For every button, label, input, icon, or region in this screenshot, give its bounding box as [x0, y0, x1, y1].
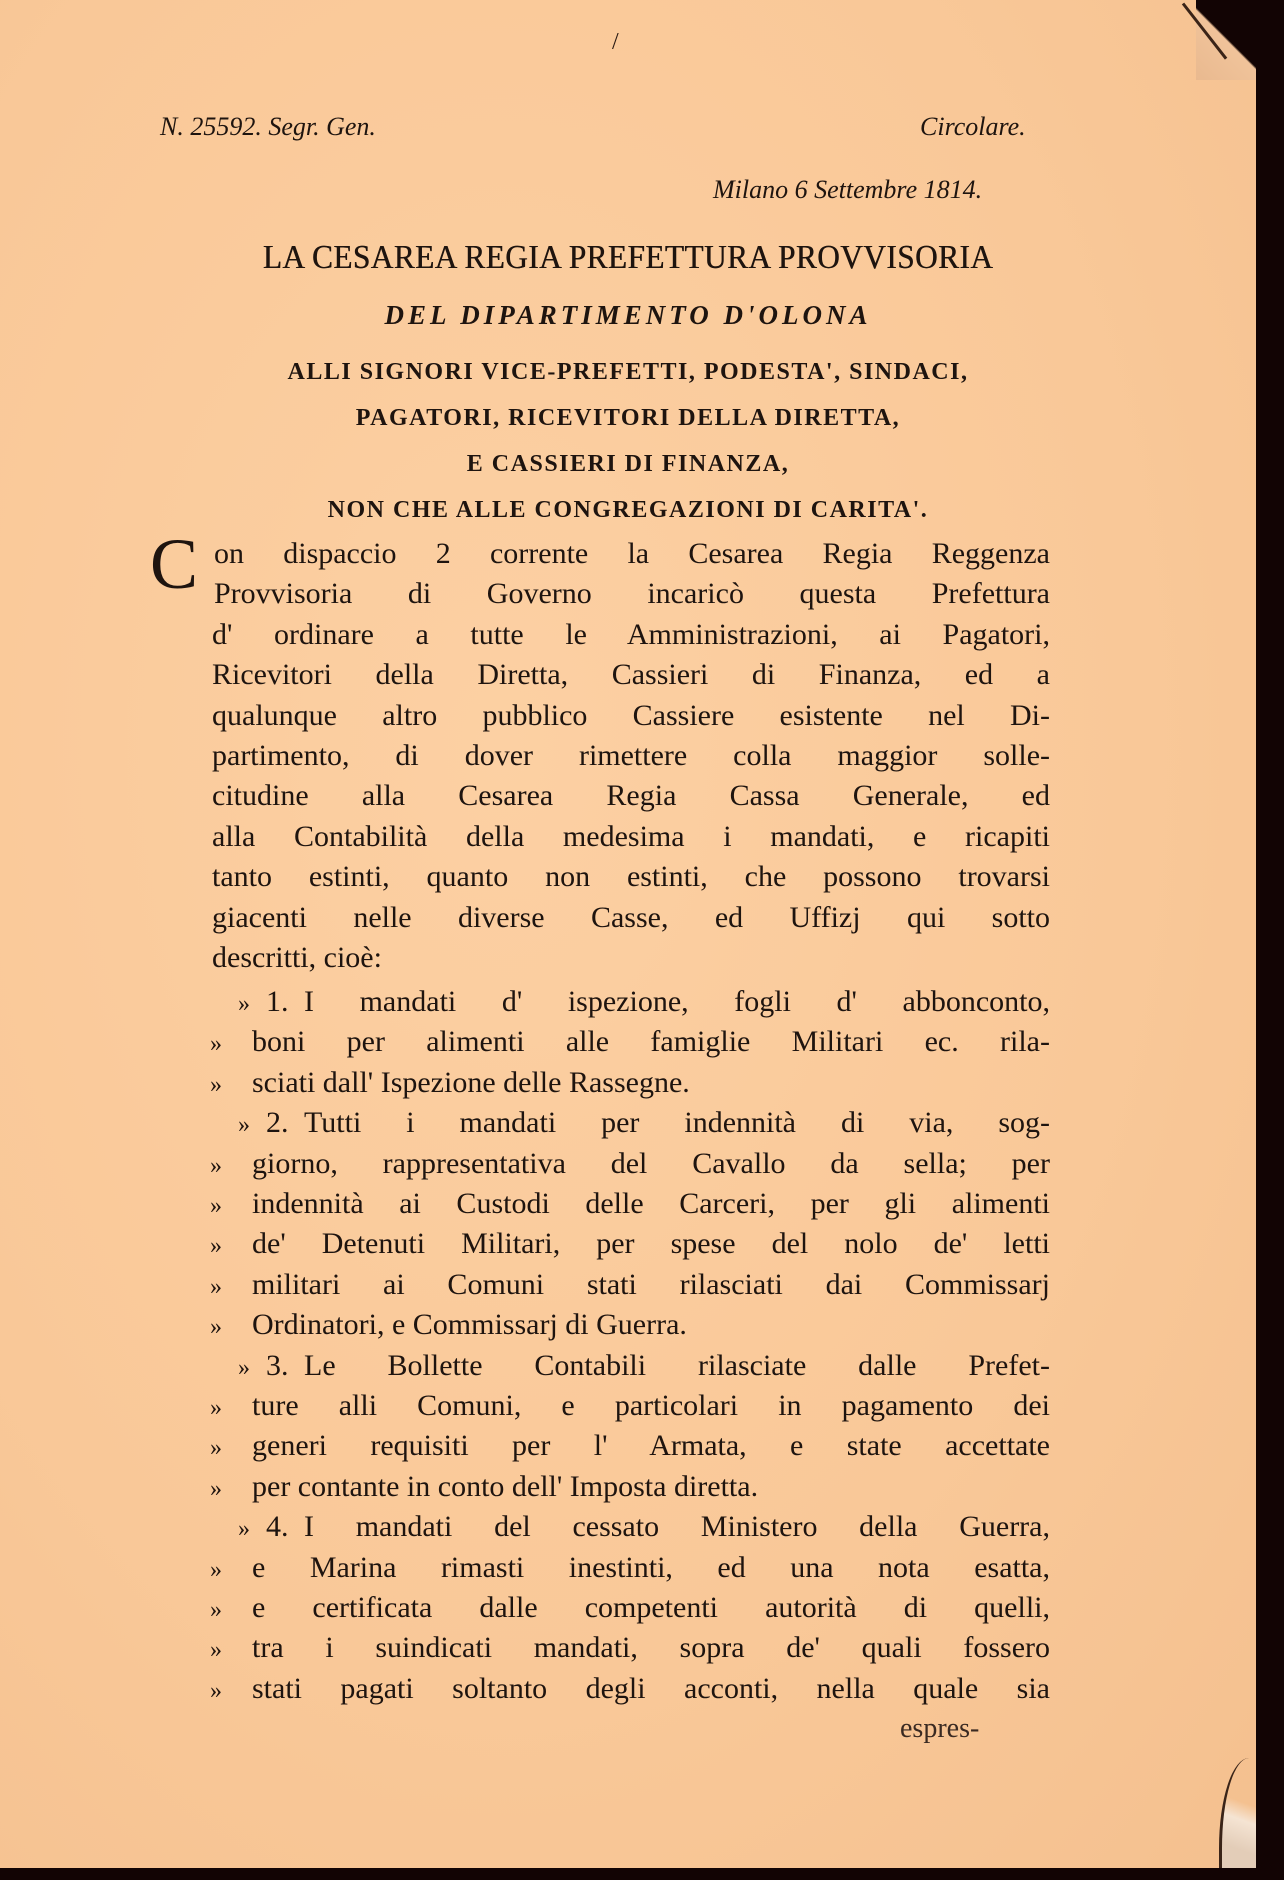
item-number: 1. — [266, 985, 289, 1018]
quote-mark: » — [210, 1071, 222, 1098]
item-line-text: Tutti i mandati per indennità di via, sog- — [304, 1106, 1050, 1140]
drop-cap: C — [150, 524, 199, 604]
body-line-text: Provvisoria di Governo incaricò questa Prefettura — [214, 577, 1050, 611]
item-line — [0, 1268, 1256, 1302]
body-line-text: tanto estinti, quanto non estinti, che possono trovarsi — [212, 860, 1050, 894]
item-line-text: per contante in conto dell' Imposta diretta. — [252, 1469, 759, 1503]
place-date: Milano 6 Settembre 1814. — [713, 175, 983, 204]
body-line — [212, 618, 1050, 652]
quote-mark: » — [210, 1031, 222, 1058]
item-line-text: e certificata dalle competenti autorità di quelli, — [252, 1591, 1050, 1624]
item-line-text: generi requisiti per l' Armata, e state accettate — [252, 1429, 1050, 1463]
quote-mark: » — [210, 1152, 222, 1179]
item-line — [0, 1429, 1256, 1463]
body-line — [212, 658, 1050, 692]
body-line-text: giacenti nelle diverse Casse, ed Uffizj qui sotto — [212, 900, 1050, 934]
item-line-text: giorno, rappresentativa del Cavallo da sella; per — [252, 1146, 1050, 1180]
body-line — [212, 739, 1050, 773]
body-line-text: d' ordinare a tutte le Amministrazioni, ai Pagatori, — [212, 617, 1050, 651]
item-line — [0, 1510, 1256, 1544]
page-corner-curl — [1219, 1758, 1256, 1868]
item-line — [0, 1349, 1256, 1383]
department-name: DEL DIPARTIMENTO D'OLONA — [384, 300, 872, 330]
body-line — [212, 779, 1050, 813]
item-line — [0, 1106, 1256, 1140]
protocol-number: N. 25592. Segr. Gen. — [160, 112, 376, 141]
item-line — [0, 1389, 1256, 1423]
issuing-authority: LA CESAREA REGIA PREFETTURA PROVVISORIA — [262, 239, 994, 276]
item-number: 3. — [266, 1348, 289, 1382]
item-line — [0, 1591, 1256, 1625]
body-line-text: partimento, di dover rimettere colla maggior solle- — [212, 739, 1050, 772]
quote-mark: » — [210, 1395, 222, 1421]
quote-mark: » — [210, 1435, 222, 1462]
item-line — [0, 1551, 1256, 1585]
body-line — [214, 537, 1050, 571]
addressee-line: E CASSIERI DI FINANZA, — [466, 451, 790, 477]
item-line — [0, 1066, 1256, 1100]
item-number: 2. — [266, 1106, 289, 1140]
body-line — [212, 941, 1050, 975]
item-line-text: de' Detenuti Militari, per spese del nolo de' letti — [252, 1227, 1050, 1261]
item-line — [0, 1025, 1256, 1059]
item-line-text: I mandati del cessato Ministero della Guerra, — [304, 1510, 1050, 1544]
body-line-text: citudine alla Cesarea Regia Cassa Generale, ed — [212, 779, 1050, 813]
body-line-text: descritti, cioè: — [212, 941, 382, 974]
item-line — [0, 1470, 1256, 1504]
quote-mark: » — [210, 1597, 222, 1623]
body-line-text: Ricevitori della Diretta, Cassieri di Finanza, ed a — [212, 658, 1050, 692]
item-line — [0, 1147, 1256, 1181]
item-line — [0, 985, 1256, 1019]
addressee-line: PAGATORI, RICEVITORI DELLA DIRETTA, — [355, 405, 901, 431]
item-line — [0, 1187, 1256, 1221]
catchword: espres- — [900, 1713, 980, 1744]
item-line-text: indennità ai Custodi delle Carceri, per gli alimenti — [252, 1187, 1050, 1220]
body-line — [214, 577, 1050, 611]
body-line — [212, 901, 1050, 935]
quote-mark: » — [210, 1556, 222, 1583]
item-line-text: Ordinatori, e Commissarj di Guerra. — [252, 1308, 687, 1342]
quote-mark: » — [238, 1354, 250, 1381]
item-line — [0, 1227, 1256, 1261]
quote-mark: » — [238, 1112, 250, 1139]
item-line-text: I mandati d' ispezione, fogli d' abbonconto, — [304, 985, 1050, 1018]
body-line-text: alla Contabilità della medesima i mandati, e ricapiti — [212, 819, 1050, 853]
quote-mark: » — [238, 1516, 250, 1543]
body-line — [212, 860, 1050, 894]
addressee-line: ALLI SIGNORI VICE-PREFETTI, PODESTA', SINDACI, — [287, 359, 969, 385]
body-line — [212, 820, 1050, 854]
top-slash-mark: / — [612, 29, 619, 55]
item-line-text: tra i suindicati mandati, sopra de' quali fossero — [252, 1631, 1050, 1665]
body-line-text: on dispaccio 2 corrente la Cesarea Regia Reggenza — [214, 537, 1050, 570]
document-type: Circolare. — [920, 112, 1026, 141]
item-line-text: stati pagati soltanto degli acconti, nella quale sia — [252, 1671, 1050, 1705]
body-line — [212, 699, 1050, 733]
item-line-text: militari ai Comuni stati rilasciati dai Commissarj — [252, 1267, 1050, 1301]
quote-mark: » — [210, 1193, 222, 1219]
quote-mark: » — [210, 1233, 222, 1260]
body-line-text: qualunque altro pubblico Cassiere esistente nel Di- — [212, 698, 1050, 732]
item-line-text: Le Bollette Contabili rilasciate dalle Prefet- — [304, 1348, 1050, 1382]
addressee-line: NON CHE ALLE CONGREGAZIONI DI CARITA'. — [327, 497, 929, 523]
item-line-text: e Marina rimasti inestinti, ed una nota esatta, — [252, 1550, 1050, 1584]
item-line-text: ture alli Comuni, e particolari in pagamento dei — [252, 1389, 1050, 1422]
quote-mark: » — [210, 1273, 222, 1300]
item-line — [0, 1631, 1256, 1665]
item-number: 4. — [266, 1510, 289, 1544]
quote-mark: » — [238, 991, 250, 1017]
item-line — [0, 1308, 1256, 1342]
item-line-text: boni per alimenti alle famiglie Militari ec. rila- — [252, 1025, 1050, 1059]
quote-mark: » — [210, 1637, 222, 1664]
quote-mark: » — [210, 1677, 222, 1704]
item-line — [0, 1672, 1256, 1706]
item-line-text: sciati dall' Ispezione delle Rassegne. — [252, 1065, 690, 1099]
quote-mark: » — [210, 1475, 222, 1502]
page-corner-fold — [1196, 0, 1256, 80]
quote-mark: » — [210, 1314, 222, 1341]
